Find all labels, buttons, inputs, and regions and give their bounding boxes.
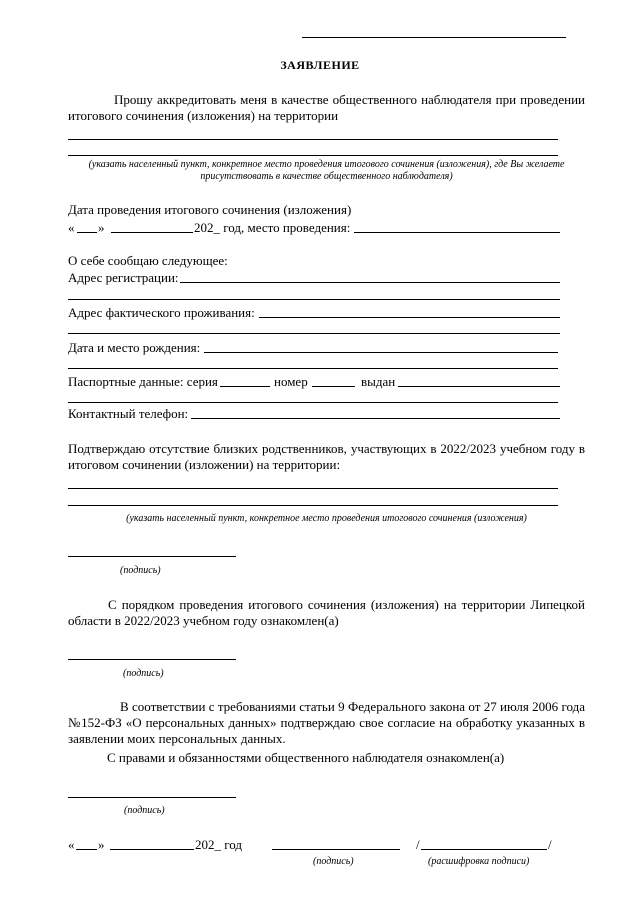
residence-field[interactable] <box>259 317 560 318</box>
passport-label: Паспортные данные: серия <box>68 374 218 389</box>
page-title: ЗАЯВЛЕНИЕ <box>280 58 360 72</box>
request-field-line-2[interactable] <box>68 155 558 156</box>
registration-field[interactable] <box>180 282 560 283</box>
passport-issued-field[interactable] <box>398 386 560 387</box>
passport-field-2[interactable] <box>68 402 558 403</box>
phone-field[interactable] <box>191 418 560 419</box>
passport-number-field[interactable] <box>312 386 355 387</box>
footer-year: 202_ год <box>195 837 242 852</box>
consent-text: В соответствии с требованиями статьи 9 Федерального закона от 27 июля 2006 года №152-ФЗ «О персональных данных» подтверждаю свое согласие на обработку указанных в заявлении моих персональных данных. <box>68 699 585 746</box>
residence-label: Адрес фактического проживания: <box>68 305 255 320</box>
residence-field-2[interactable] <box>68 333 560 334</box>
footer-open-quote: « <box>68 837 75 852</box>
footer-sign-caption: (подпись) <box>313 856 354 867</box>
footer-signature-field[interactable] <box>272 849 400 850</box>
header-line <box>302 37 566 38</box>
registration-label: Адрес регистрации: <box>68 270 179 285</box>
signature-line-1[interactable] <box>68 556 236 557</box>
relatives-field-line[interactable] <box>68 488 558 489</box>
date-month-field[interactable] <box>111 232 193 233</box>
footer-day-field[interactable] <box>76 849 97 850</box>
signature-line-3[interactable] <box>68 797 236 798</box>
rights-text: С правами и обязанностями общественного наблюдателя ознакомлен(а) <box>107 750 505 765</box>
birth-field[interactable] <box>204 352 558 353</box>
footer-decode-field[interactable] <box>421 849 547 850</box>
request-text: Прошу аккредитовать меня в качестве общественного наблюдателя при проведении итогового сочинения (изложения) на территории <box>68 92 585 123</box>
signature-caption-3: (подпись) <box>124 805 165 816</box>
birth-label: Дата и место рождения: <box>68 340 201 355</box>
date-label: Дата проведения итогового сочинения (изложения) <box>68 202 352 217</box>
footer-month-field[interactable] <box>110 849 194 850</box>
birth-field-2[interactable] <box>68 368 558 369</box>
request-note: (указать населенный пункт, конкретное место проведения итогового сочинения (изложения), где Вы желаете присутствовать в качестве общественного наблюдателя) <box>88 159 565 182</box>
footer-slash-left: / <box>416 837 420 852</box>
signature-caption-2: (подпись) <box>123 668 164 679</box>
relatives-field-line-2[interactable] <box>68 505 558 506</box>
relatives-text: Подтверждаю отсутствие близких родственников, участвующих в 2022/2023 учебном году в итоговом сочинении (изложении) на территории: <box>68 441 585 472</box>
passport-issued-label: выдан <box>361 374 396 389</box>
date-year-label: 202_ год, место проведения: <box>194 220 351 235</box>
date-day-field[interactable] <box>77 232 97 233</box>
procedure-text: С порядком проведения итогового сочинения (изложения) на территории Липецкой области в 2022/2023 учебном году ознакомлен(а) <box>68 597 585 628</box>
date-close-quote: » <box>98 220 105 235</box>
date-open-quote: « <box>68 220 75 235</box>
about-heading: О себе сообщаю следующее: <box>68 253 228 268</box>
footer-close-quote: » <box>98 837 105 852</box>
passport-series-field[interactable] <box>220 386 270 387</box>
phone-label: Контактный телефон: <box>68 406 189 421</box>
footer-decode-caption: (расшифровка подписи) <box>428 856 530 867</box>
place-field[interactable] <box>354 232 560 233</box>
passport-number-label: номер <box>274 374 308 389</box>
signature-line-2[interactable] <box>68 659 236 660</box>
registration-field-2[interactable] <box>68 299 560 300</box>
footer-slash-right: / <box>548 837 552 852</box>
relatives-note: (указать населенный пункт, конкретное место проведения итогового сочинения (изложения) <box>126 513 527 524</box>
request-field-line[interactable] <box>68 139 558 140</box>
signature-caption-1: (подпись) <box>120 565 161 576</box>
